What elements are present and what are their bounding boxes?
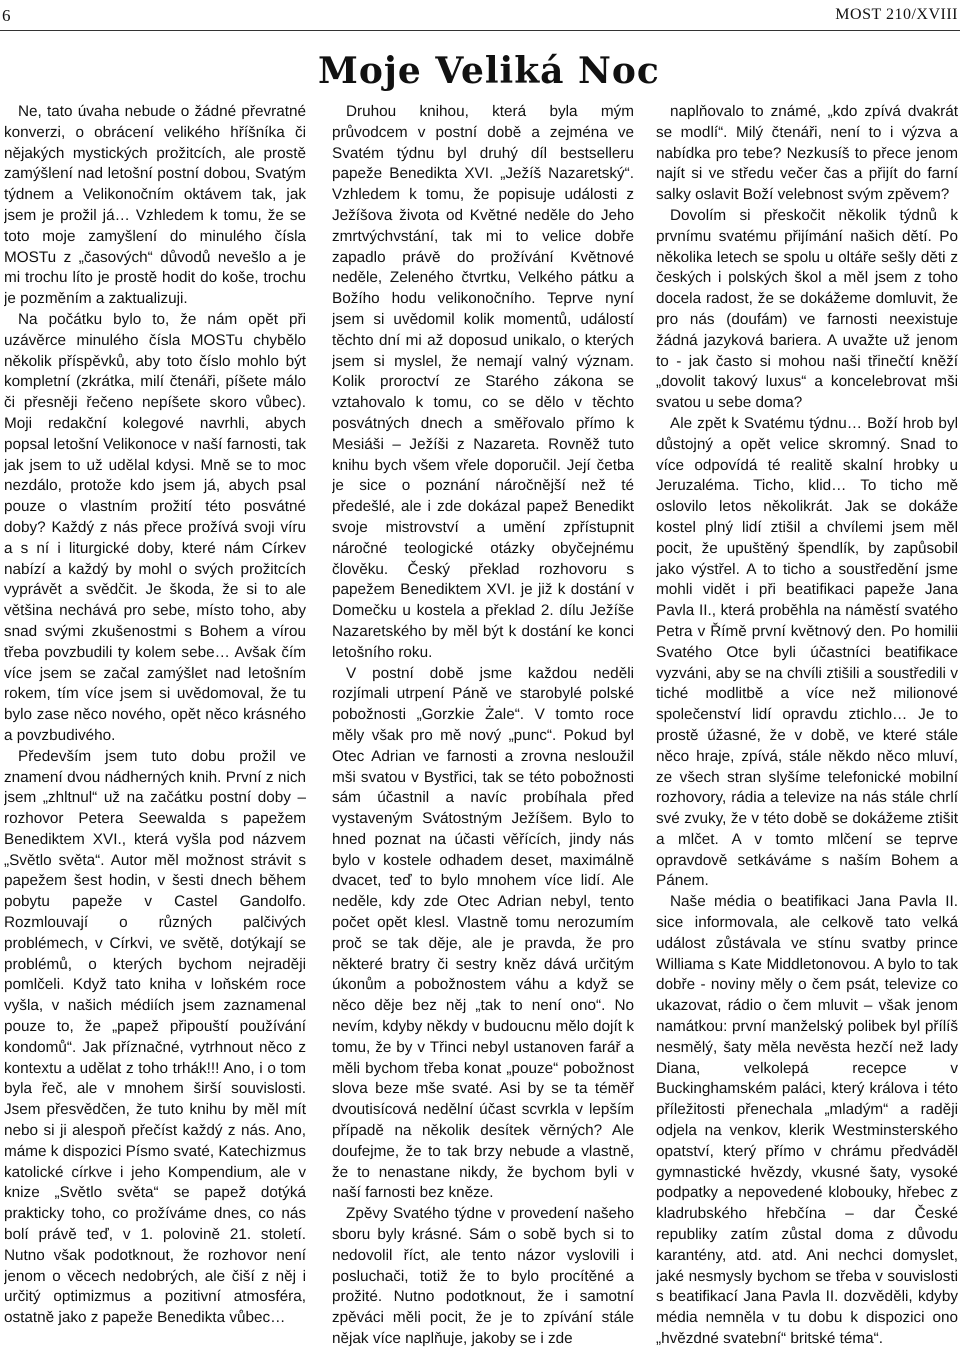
- article-column-3: [656, 102, 958, 1352]
- paragraph: Ne, tato úvaha nebude o žádné převratné konverzi, o obrácení velikého hříšníka či nějakých mystických prožitcích, ale prostě zamýšlení nad letošní postní dobou, Svatým týdnem a Velikonočním oktávem tak, jak jsem je prožil já… Vzhledem k tomu, že se toto moje zamyšlení do minulého čísla MOSTu z „časových“ důvodů nevešlo a je mi trochu líto je prostě hodit do koše, trochu je pozměním a zaktualizuji.: [4, 103, 306, 308]
- paragraph: Zpěvy Svatého týdne v provedení našeho sboru byly krásné. Sám o sobě bych si to nedovolil říct, ale tento názor vyslovili i posluchači, totiž že to bylo procítěné a prožité. Nutno podotknout, že i samotní zpěváci měli pocit, že je to zpívání stále nějak více naplňuje, jakoby se i zde: [332, 1205, 634, 1348]
- paragraph: Ale zpět k Svatému týdnu… Boží hrob byl důstojný a opět velice skromný. Snad to více odpovídá té realitě skalní hrobky u Jeruzaléma. Ticho, klid… To ticho mě oslovilo letos několikrát. Jak se dokáže kostel plný lidí ztišil a chvílemi jsem měl pocit, že upuštěný špendlík, by zapůsobil jako výstřel. A to ticho a soustředění jsme mohli vidět i při beatifikaci papeže Jana Pavla II., která proběhla na náměstí svatého Petra v Římě první květnový den. Po homilii Svatého Otce byli účastníci beatifikace vyzváni, aby se na chvíli ztišili a soustředili v tiché modlitbě a více než milionové společenství lidí opravdu ztichlo… Je to prostě úžasné, že v době, ve které stále něco hraje, zpívá, stále někdo něco mluví, ze všech stran slyšíme telefonické mobilní rozhovory, rádia a televize na nás stále chrlí své zvuky, že v této době se dokážeme ztišit a mlčet. A v tomto mlčení se teprve opravdově setkáváme s naším Bohem a Pánem.: [656, 414, 958, 890]
- paragraph: Naše média o beatifikaci Jana Pavla II. sice informovala, ale celkově tato velká událost zůstávala ve stínu svatby prince Williama s Kate Middletonovou. A bylo to tak dobře - noviny měly o čem psát, televize co ukazovat, rádio o čem mluvit – však jenom namátkou: první manželský polibek byl přílíš nesmělý, šaty měla nevěsta hezčí než lady Diana, velkolepá recepce v Buckinghamském paláci, který králova i této příležitosti přenechala „mladým“ a raději odjela na venkov, klerik Westminsterského opatství, který přímo v chrámu předváděl gymnastické hvězdy, vkusné šaty, vysoké podpatky a nepovedené klobouky, hřebec z kladrubského hřebčína – dar České republiky zatím zůstal doma z důvodu karantény, atd. atd. Ani nechci domyslet, jaké nesmysly bychom se třeba v souvislosti s beatifikací Jana Pavla II. dozvěděli, kdyby média nemněla v tu dobu k dispozici ono „hvězdné svatební“ britské téma“.: [656, 893, 958, 1348]
- article-column-1: [4, 102, 306, 1352]
- paragraph: Především jsem tuto dobu prožil ve znamení dvou nádherných knih. První z nich jsem „zhltnul“ už na začátku postní doby – rozhovor Petera Seewalda s papežem Benediktem XVI., která vyšla pod názvem „Světlo světa“. Autor měl možnost strávit s papežem šest hodin, v šesti dnech během pobytu papeže v Castel Gandolfo. Rozmlouvají o různých palčivých problémech, v Církvi, ve světě, dotýkají se problémů, o kterých bychom nejraději pomlčeli. Když tato kniha v loňském roce vyšla, v našich médiích jsem zaznamenal pouze to, že „papež připouští používání kondomů“. Jak příznačné, vytrhnout něco z kontextu a udělat z toho trhák!!! Ano, i o tom byla řeč, ale v mnohem širší souvislosti. Jsem přesvědčen, že tuto knihu by měl mít nebo si ji alespoň přečíst každý z nás. Ano, máme k dispozici Písmo svaté, Katechizmus katolické církve i jeho Kompendium, ale v knize „Světlo světa“ se papež dotýká prakticky toho, co prožíváme dnes, co nás bolí právě teď, v 1. polovině 21. století. Nutno však podotknout, že rozhovor není jenom o věcech nedobrých, ale čiší z něj i určitý optimizmus a pozitivní atmosféra, ostatně jako z papeže Benedikta vůbec…: [4, 747, 306, 1327]
- article-column-2: [332, 102, 634, 1352]
- article-title: Moje Veliká Noc: [318, 50, 660, 92]
- paragraph: Na počátku bylo to, že nám opět při uzávěrce minulého čísla MOSTu chybělo několik příspěvků, aby toto číslo mohlo být kompletní (zkrátka, milí čtenáři, píšete málo či přesněji řečeno nepíšete skoro vůbec). Moji redakční kolegové navrhli, abych popsal letošní Velikonoce v naší farnosti, tak jak jsem to už udělal kdysi. Mně se to moc nezdálo, protože kdo jsem já, abych psal pouze o vlastním prožití této posvátné doby? Každý z nás přece prožívá svoji víru a s ní i liturgické doby, které nám Církev nabízí a každý by mohl o svých prožitcích vyprávět a svědčit. Je škoda, že si to ale většina nechává pro sebe, místo toho, aby snad svými zkušenostmi s Bohem a vírou třeba povzbudili ty kolem sebe… Avšak čím více jsem se začal zamýšlet nad letošním rokem, tím více jsem si uvědomoval, že tu bylo zase něco nového, opět něco krásného a povzbudivého.: [4, 310, 306, 744]
- page-header: [0, 0, 960, 31]
- paragraph: Druhou knihou, která byla mým průvodcem v postní době a zejména ve Svatém týdnu byl druhý díl bestselleru papeže Benedikta XVI. „Ježíš Nazaretský“. Vzhledem k tomu, že popisuje události z Ježíšova života od Květné neděle do Jeho zmrtvýchvstání, tak mi to velice dobře zapadlo právě do prožívání Květnové neděle, Zeleného čtvrtku, Velkého pátku a Božího hodu velikonočního. Teprve nyní jsem si uvědomil kolik momentů, událostí těchto dní mi až doposud unikalo, o kterých jsem si myslel, že nemají valný význam. Kolik proroctví ze Starého zákona se vztahovalo k tomu, co se dělo v těchto posvátných dnech a směřovalo přímo k Mesiáši – Ježíši z Nazareta. Rovněž tuto knihu bych všem vřele doporučil. Její četba je sice o poznání náročnější než té předešlé, ale i zde dokázal papež Benedikt svoje mistrovství a umění zpřístupnit náročné teologické otázky obyčejnému člověku. Český překlad rozhovoru s papežem Benediktem XVI. je již k dostání v Domečku u kostela a překlad 2. dílu Ježíše Nazaretského by měl být k dostání ke konci letošního roku.: [332, 103, 634, 661]
- paragraph: naplňovalo to známé, „kdo zpívá dvakrát se modlí“. Milý čtenáři, není to i výzva a nabídka pro tebe? Nezkusíš to přece jenom najít si ve středu večer čas a přijít do farní salky oslavit Boží velebnost svým zpěvem?: [656, 103, 958, 204]
- paragraph: Dovolím si přeskočit několik týdnů k prvnímu svatému přijímání našich dětí. Po několika letech se spolu u oltáře sešly děti z českých i polských škol a měl jsem z toho docela radost, že se dokážeme domluvit, že pro nás (doufám) ve farnosti neexistuje žádná jazyková bariera. A uvažte už jenom to - jak často si mohou naši třinečtí kněží „dovolit takový luxus“ a koncelebrovat mši svatou u sebe doma?: [656, 206, 958, 412]
- paragraph: V postní době jsme každou neděli rozjímali utrpení Páně ve starobylé polské pobožnosti „Gorzkie Żale“. V tomto roce měly však pro mě nový „punc“. Pokud byl Otec Adrian ve farnosti a zrovna nesloužil mši svatou v Bystřici, tak se této pobožnosti sám účastnil a navíc probíhala před vystaveným Svátostným Ježíšem. Bylo to hned poznat na účasti věřících, jindy nás bylo v kostele odhadem deset, maximálně dvacet, teď to bylo mnohem více lidí. Ale neděle, kdy zde Otec Adrian nebyl, tento počet opět klesl. Vlastně tomu nerozumím proč se tak děje, ale je pravda, že pro některé bratry či sestry kněz dává určitým úkonům a pobožnostem váhu a když se něco děje bez něj „tak to není ono“. No nevím, kdyby někdy v budoucnu mělo dojít k tomu, že by v Třinci nebyl ustanoven farář a měli bychom třeba konat „pouze“ pobožnost slova beze mše svaté. Asi by se ta téměř dvoutisícová nedělní účast scvrkla v lepším případě na několik desítek věrných? Ale doufejme, že to tak brzy nebude a vlastně, že to nenastane nikdy, že bychom byli v naší farnosti bez kněze.: [332, 664, 634, 1202]
- issue-label: MOST 210/XVIII: [835, 6, 958, 23]
- page-number: 6: [2, 6, 11, 25]
